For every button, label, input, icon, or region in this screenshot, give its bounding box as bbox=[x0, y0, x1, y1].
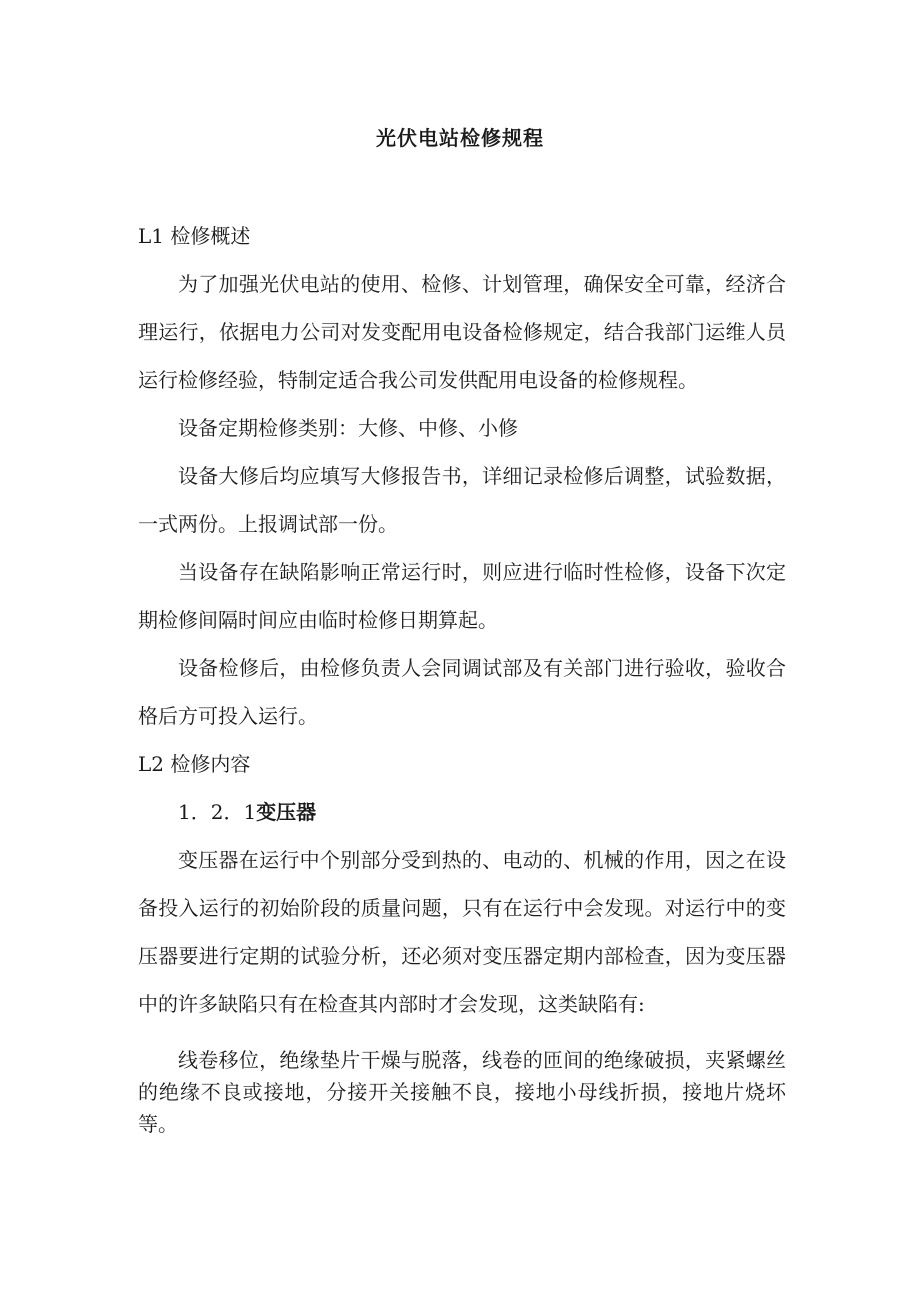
subsection-number: 1．2．1 bbox=[178, 800, 257, 824]
subsection-heading-transformer bbox=[138, 788, 786, 836]
paragraph: 线卷移位，绝缘垫片干燥与脱落，线卷的匝间的绝缘破损，夹紧螺丝的绝缘不良或接地，分接开关接触不良，接地小母线折损，接地片烧坏等。 bbox=[138, 1048, 786, 1136]
paragraph: 变压器在运行中个别部分受到热的、电动的、机械的作用，因之在设备投入运行的初始阶段的质量问题，只有在运行中会发现。对运行中的变压器要进行定期的试验分析，还必须对变压器定期内部检查，因为变压器中的许多缺陷只有在检查其内部时才会发现，这类缺陷有: bbox=[138, 848, 786, 1016]
section-heading-content: L2 检修内容 bbox=[138, 752, 251, 776]
paragraph: 设备大修后均应填写大修报告书，详细记录检修后调整，试验数据，一式两份。上报调试部一份。 bbox=[138, 464, 786, 536]
section-heading-overview: L1 检修概述 bbox=[138, 224, 251, 248]
document-title: 光伏电站检修规程 bbox=[376, 126, 544, 150]
subsection-title: 变压器 bbox=[256, 800, 317, 824]
paragraph: 设备定期检修类别：大修、中修、小修 bbox=[178, 416, 518, 440]
paragraph: 当设备存在缺陷影响正常运行时，则应进行临时性检修，设备下次定期检修间隔时间应由临时检修日期算起。 bbox=[138, 560, 786, 632]
document-body bbox=[138, 212, 786, 1140]
paragraph: 为了加强光伏电站的使用、检修、计划管理，确保安全可靠，经济合理运行，依据电力公司对发变配用电设备检修规定，结合我部门运维人员运行检修经验，特制定适合我公司发供配用电设备的检修规程。 bbox=[138, 272, 786, 392]
paragraph: 设备检修后，由检修负责人会同调试部及有关部门进行验收，验收合格后方可投入运行。 bbox=[138, 656, 786, 728]
